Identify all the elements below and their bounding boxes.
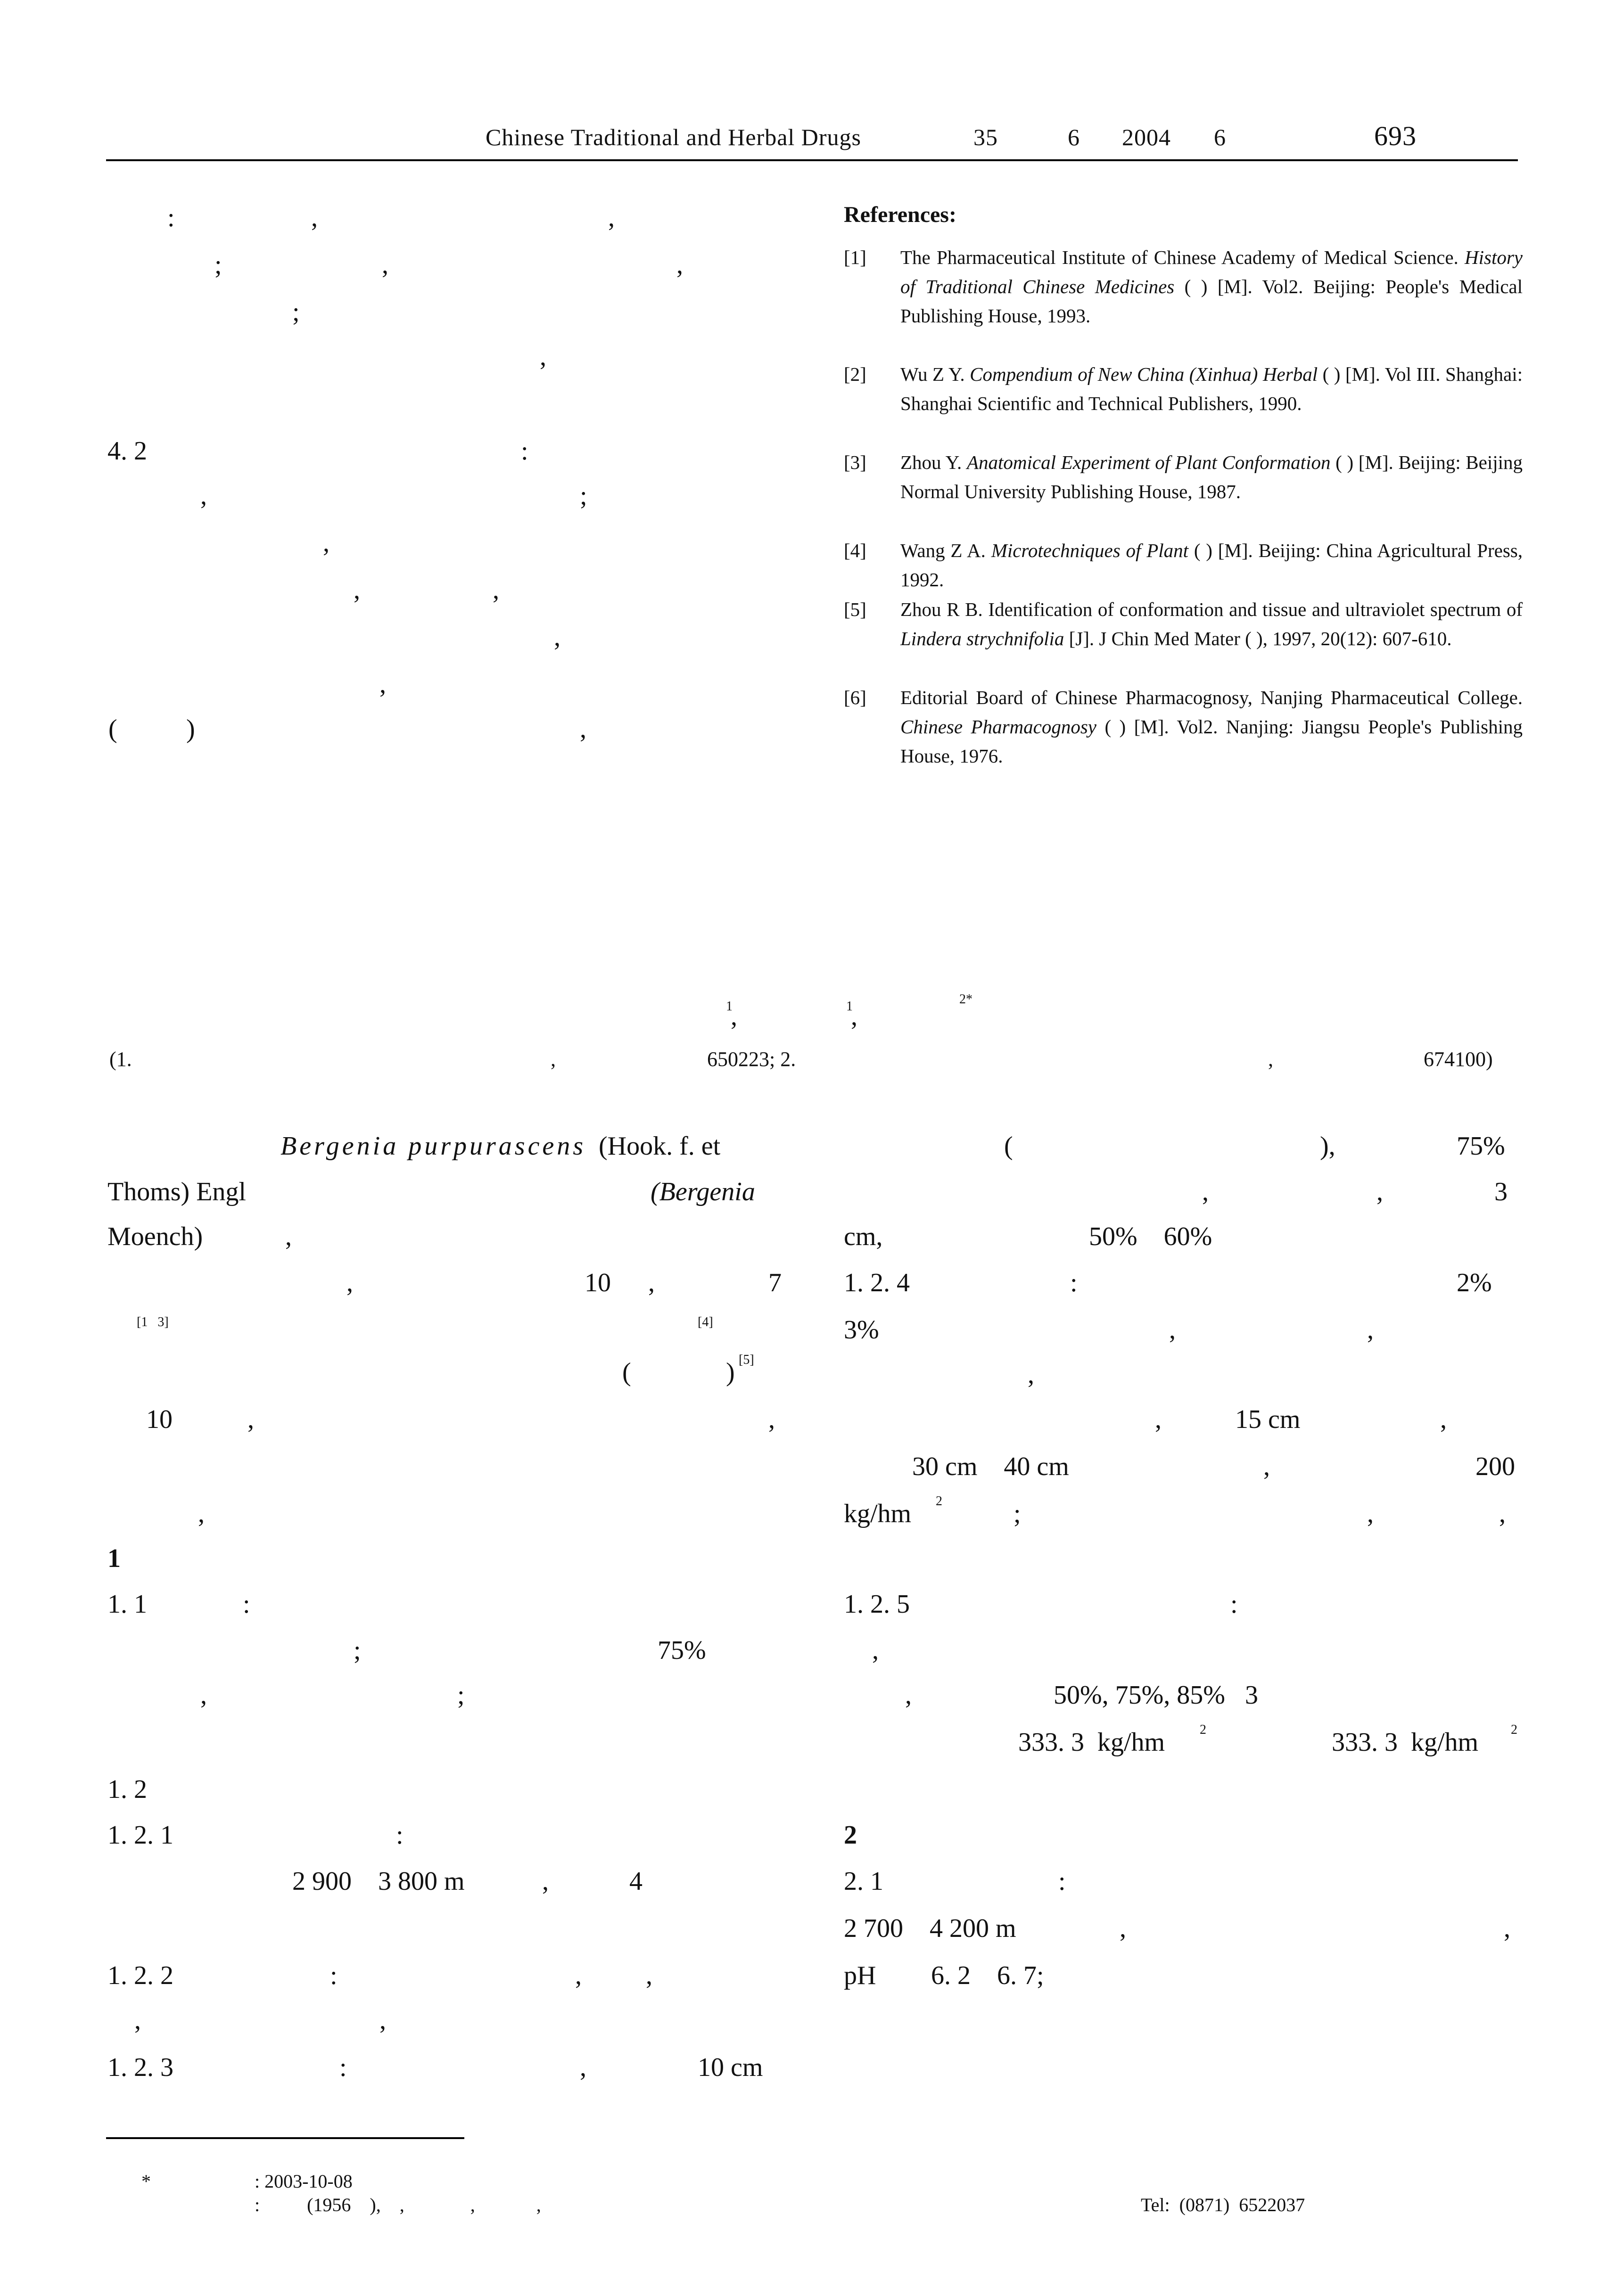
header-rule [106, 159, 1518, 161]
number: 10 [146, 1405, 173, 1434]
reference-text: Wang Z A. [900, 540, 991, 561]
punct: , [1120, 1914, 1126, 1943]
reference-title: Compendium of New China (Xinhua) Herbal [970, 363, 1318, 385]
altitude-range: 2 900 3 800 m [292, 1867, 465, 1896]
altitude-range: 2 700 4 200 m [844, 1914, 1016, 1943]
affiliation-comma: , [1268, 1048, 1273, 1071]
punct: , [580, 714, 586, 744]
citation: [4] [698, 1315, 713, 1329]
punct: , [311, 203, 318, 232]
unit-exponent: 2 [1200, 1722, 1206, 1737]
punct: , [1376, 1177, 1383, 1206]
section-heading-1: 1 [107, 1544, 121, 1573]
number: 7 [768, 1268, 782, 1297]
reference-number: [6] [844, 687, 866, 708]
punct: : [167, 203, 175, 232]
postal-code-2: 674100) [1424, 1048, 1493, 1071]
section-number: 1. 2. 2 [107, 1961, 173, 1990]
percentage: 3% [844, 1315, 879, 1345]
punct: ; [214, 250, 222, 279]
punct: , [285, 1222, 292, 1251]
reference-text: ( ) [M]. Vol III. Shanghai: Shanghai Scientific and Technical Publishers, 1990. [900, 363, 1523, 414]
punct: ; [580, 481, 587, 510]
punct: , [379, 2006, 386, 2035]
punct: , [200, 481, 207, 510]
number: 200 [1475, 1452, 1515, 1481]
author-comma: , [731, 1002, 737, 1031]
punct: , [1367, 1499, 1374, 1528]
measurement: cm, [844, 1222, 883, 1251]
measurement: 10 cm [698, 2053, 763, 2082]
footnote-rule [106, 2137, 464, 2139]
punct: : [1058, 1867, 1066, 1896]
percentage-list: 50%, 75%, 85% 3 [1054, 1681, 1258, 1710]
punct: , [198, 1499, 205, 1528]
reference-title: Microtechniques of Plant [991, 540, 1189, 561]
punct: ), [1320, 1132, 1335, 1161]
telephone: Tel: (0871) 6522037 [1141, 2194, 1305, 2215]
punct: , [200, 1681, 207, 1710]
reference-item [844, 595, 1523, 653]
punct: , [646, 1961, 652, 1990]
percentage: 2% [1457, 1268, 1492, 1297]
punct: , [1155, 1405, 1162, 1434]
punct: , [648, 1268, 655, 1297]
punct: , [580, 2053, 586, 2082]
punct: ( [1004, 1132, 1013, 1161]
punct: , [768, 1405, 775, 1434]
punct: ; [292, 297, 300, 327]
punct: , [676, 250, 683, 279]
punct: ) [726, 1358, 735, 1387]
reference-text: [J]. J Chin Med Mater ( ), 1997, 20(12): 607-610. [1064, 628, 1452, 649]
punct: , [382, 250, 388, 279]
year: 2004 [1122, 124, 1171, 150]
punct: , [323, 528, 330, 558]
received-date: : 2003-10-08 [255, 2171, 353, 2192]
ph-range: 6. 2 6. 7; [931, 1961, 1044, 1990]
punct: ; [457, 1681, 465, 1710]
punct: ( [108, 714, 117, 744]
punct: : [243, 1590, 250, 1619]
footnote-star: * [141, 2171, 151, 2192]
reference-title: Anatomical Experiment of Plant Conformation [966, 451, 1331, 473]
postal-code-1: 650223; 2. [707, 1048, 796, 1071]
unit: kg/hm [844, 1499, 912, 1528]
reference-item [844, 243, 1523, 330]
punct: : [1070, 1268, 1078, 1297]
section-number: 1. 2. 3 [107, 2053, 173, 2082]
number: 10 [585, 1268, 611, 1297]
number: 3 [1494, 1177, 1508, 1206]
punct: ) [186, 714, 195, 744]
punct: , [554, 623, 560, 652]
reference-number: [5] [844, 599, 866, 620]
punct: , [905, 1681, 912, 1710]
reference-text: Zhou R B. Identification of conformation and tissue and ultraviolet spectrum of [900, 599, 1523, 620]
reference-title: History of Traditional Chinese Medicines [900, 246, 1523, 297]
reference-number: [3] [844, 451, 866, 473]
punct: : [521, 436, 528, 466]
reference-title: Lindera strychnifolia [900, 628, 1064, 649]
species-authority-2: Thoms) Engl [107, 1177, 246, 1206]
punct: , [1504, 1914, 1510, 1943]
number: 4 [629, 1867, 643, 1896]
reference-text: ( ) [M]. Vol2. Nanjing: Jiangsu People's Publishing House, 1976. [900, 716, 1523, 767]
author-comma: , [851, 1002, 857, 1031]
affiliation-comma: , [551, 1048, 556, 1071]
reference-text: ( ) [M]. Beijing: Beijing Normal University Publishing House, 1987. [900, 451, 1523, 502]
author-sup: 2* [959, 992, 972, 1007]
citation: [1 3] [137, 1315, 169, 1329]
month: 6 [1214, 124, 1226, 150]
punct: , [346, 1268, 353, 1297]
section-number: 1. 1 [107, 1590, 147, 1619]
reference-number: [2] [844, 363, 866, 385]
percentage-range: 50% 60% [1089, 1222, 1212, 1251]
punct: , [247, 1405, 254, 1434]
page-number: 693 [1374, 121, 1417, 151]
reference-item [844, 448, 1523, 506]
section-number: 1. 2. 1 [107, 1820, 173, 1850]
punct: , [1499, 1499, 1506, 1528]
punct: , [1367, 1315, 1374, 1345]
unit-exponent: 2 [936, 1494, 942, 1509]
application-rate: 333. 3 kg/hm [1018, 1728, 1165, 1757]
punct: , [1440, 1405, 1447, 1434]
punct: : [396, 1820, 404, 1850]
volume-number: 35 [973, 124, 998, 150]
author-sup: 1 [846, 999, 853, 1014]
species-name: Bergenia purpurascens [280, 1132, 586, 1161]
section-number: 1. 2. 5 [844, 1590, 910, 1619]
issue-number: 6 [1068, 124, 1080, 150]
reference-text: Editorial Board of Chinese Pharmacognosy, Nanjing Pharmaceutical College. [900, 687, 1523, 708]
affiliation-prefix: (1. [109, 1048, 132, 1071]
punct: , [1202, 1177, 1209, 1206]
references-heading: References: [844, 202, 956, 227]
reference-number: [1] [844, 246, 866, 268]
citation: [5] [739, 1353, 754, 1367]
measurement-range: 30 cm 40 cm [912, 1452, 1069, 1481]
section-number: 4. 2 [107, 436, 147, 466]
punct: , [354, 575, 360, 605]
punct: , [542, 1867, 549, 1896]
punct: , [872, 1636, 879, 1665]
reference-item [844, 360, 1523, 418]
reference-text: ( ) [M]. Vol2. Beijing: People's Medical Publishing House, 1993. [900, 276, 1523, 327]
punct: : [1230, 1590, 1238, 1619]
reference-text: Zhou Y. [900, 451, 967, 473]
journal-title: Chinese Traditional and Herbal Drugs [486, 124, 862, 150]
punct: , [493, 575, 499, 605]
section-number: 2. 1 [844, 1867, 883, 1896]
reference-number: [4] [844, 540, 866, 561]
punct: : [339, 2053, 347, 2082]
punct: , [134, 2006, 141, 2035]
reference-title: Chinese Pharmacognosy [900, 716, 1096, 738]
percentage: 75% [658, 1636, 706, 1665]
unit-exponent: 2 [1511, 1722, 1517, 1737]
author-sup: 1 [726, 999, 733, 1014]
punct: ( [622, 1358, 631, 1387]
punct: , [1028, 1360, 1034, 1389]
punct: , [1169, 1315, 1176, 1345]
ph-label: pH [844, 1961, 876, 1990]
punct: , [608, 203, 615, 232]
punct: , [575, 1961, 582, 1990]
section-number: 1. 2. 4 [844, 1268, 910, 1297]
punct: : [330, 1961, 338, 1990]
punct: , [379, 670, 386, 699]
punct: ; [354, 1636, 361, 1665]
reference-text: ( ) [M]. Beijing: China Agricultural Press, 1992. [900, 540, 1523, 590]
application-rate: 333. 3 kg/hm [1332, 1728, 1479, 1757]
punct: ; [1014, 1499, 1021, 1528]
reference-item [844, 536, 1523, 594]
author-bio: : (1956 ), , , , [255, 2194, 541, 2215]
reference-text: The Pharmaceutical Institute of Chinese Academy of Medical Science. [900, 246, 1465, 268]
species-authority: (Hook. f. et [599, 1132, 721, 1161]
percentage: 75% [1457, 1132, 1505, 1161]
section-heading-2: 2 [844, 1820, 857, 1850]
genus-authority: Moench) [107, 1222, 203, 1251]
genus-name: (Bergenia [651, 1177, 755, 1206]
punct: , [1263, 1452, 1270, 1481]
reference-text: Wu Z Y. [900, 363, 970, 385]
section-number: 1. 2 [107, 1775, 147, 1804]
punct: , [540, 342, 546, 371]
reference-item [844, 683, 1523, 771]
measurement: 15 cm [1235, 1405, 1301, 1434]
